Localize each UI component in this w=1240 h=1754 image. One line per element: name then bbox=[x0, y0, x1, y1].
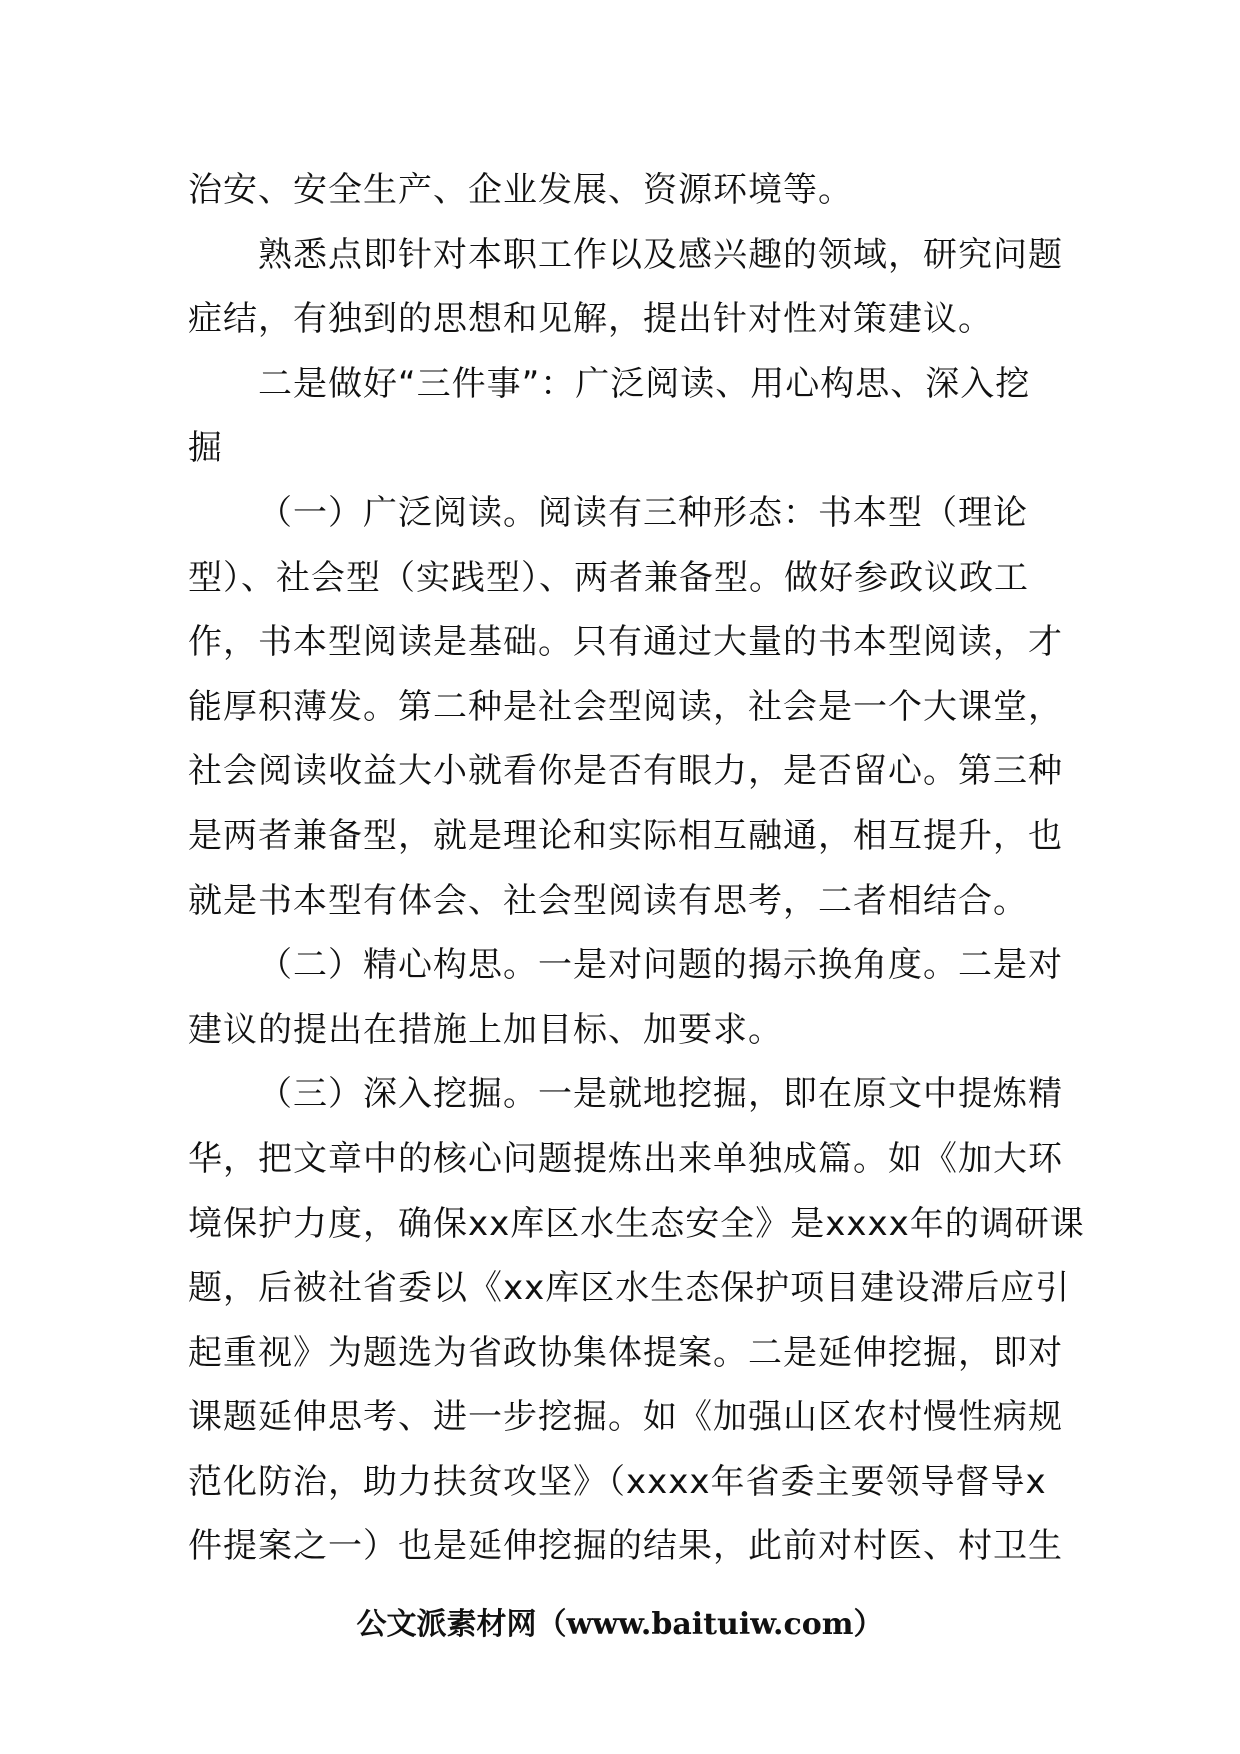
text-line: 症结，有独到的思想和见解，提出针对性对策建议。 bbox=[188, 299, 993, 340]
text-line: （二）精心构思。一是对问题的揭示换角度。二是对 bbox=[258, 945, 1063, 986]
text-line: 能厚积薄发。第二种是社会型阅读，社会是一个大课堂， bbox=[188, 686, 1063, 727]
footer-watermark: 公文派素材网（www.baituiw.com） bbox=[356, 1607, 884, 1642]
text-line: 课题延伸思考、进一步挖掘。如《加强山区农村慢性病规 bbox=[188, 1397, 1063, 1438]
text-line: 熟悉点即针对本职工作以及感兴趣的领域，研究问题 bbox=[258, 234, 1063, 275]
text-line: （一）广泛阅读。阅读有三种形态：书本型（理论 bbox=[258, 492, 1028, 533]
text-line: 社会阅读收益大小就看你是否有眼力，是否留心。第三种 bbox=[188, 751, 1063, 792]
document-body bbox=[188, 158, 1085, 1579]
text-line: 是两者兼备型，就是理论和实际相互融通，相互提升，也 bbox=[188, 815, 1063, 856]
text-line: 二是做好“三件事”：广泛阅读、用心构思、深入挖 bbox=[258, 363, 1031, 404]
text-line: 建议的提出在措施上加目标、加要求。 bbox=[188, 1009, 783, 1050]
text-line: 题，后被社省委以《xx库区水生态保护项目建设滞后应引 bbox=[188, 1268, 1071, 1309]
text-line: 起重视》为题选为省政协集体提案。二是延伸挖掘，即对 bbox=[188, 1332, 1063, 1373]
text-line: 掘 bbox=[188, 428, 223, 469]
text-line: 就是书本型有体会、社会型阅读有思考，二者相结合。 bbox=[188, 880, 1028, 921]
text-line: 境保护力度，确保xx库区水生态安全》是xxxx年的调研课 bbox=[188, 1203, 1085, 1244]
text-line: 件提案之一）也是延伸挖掘的结果，此前对村医、村卫生 bbox=[188, 1526, 1063, 1567]
text-line: 型）、社会型（实践型）、两者兼备型。做好参政议政工 bbox=[188, 557, 1029, 598]
text-line: （三）深入挖掘。一是就地挖掘，即在原文中提炼精 bbox=[258, 1074, 1063, 1115]
text-line: 治安、安全生产、企业发展、资源环境等。 bbox=[188, 170, 853, 210]
text-line: 作，书本型阅读是基础。只有通过大量的书本型阅读，才 bbox=[188, 622, 1063, 663]
text-line: 华，把文章中的核心问题提炼出来单独成篇。如《加大环 bbox=[188, 1138, 1063, 1179]
text-line: 范化防治，助力扶贫攻坚》（xxxx年省委主要领导督导x bbox=[188, 1461, 1047, 1502]
